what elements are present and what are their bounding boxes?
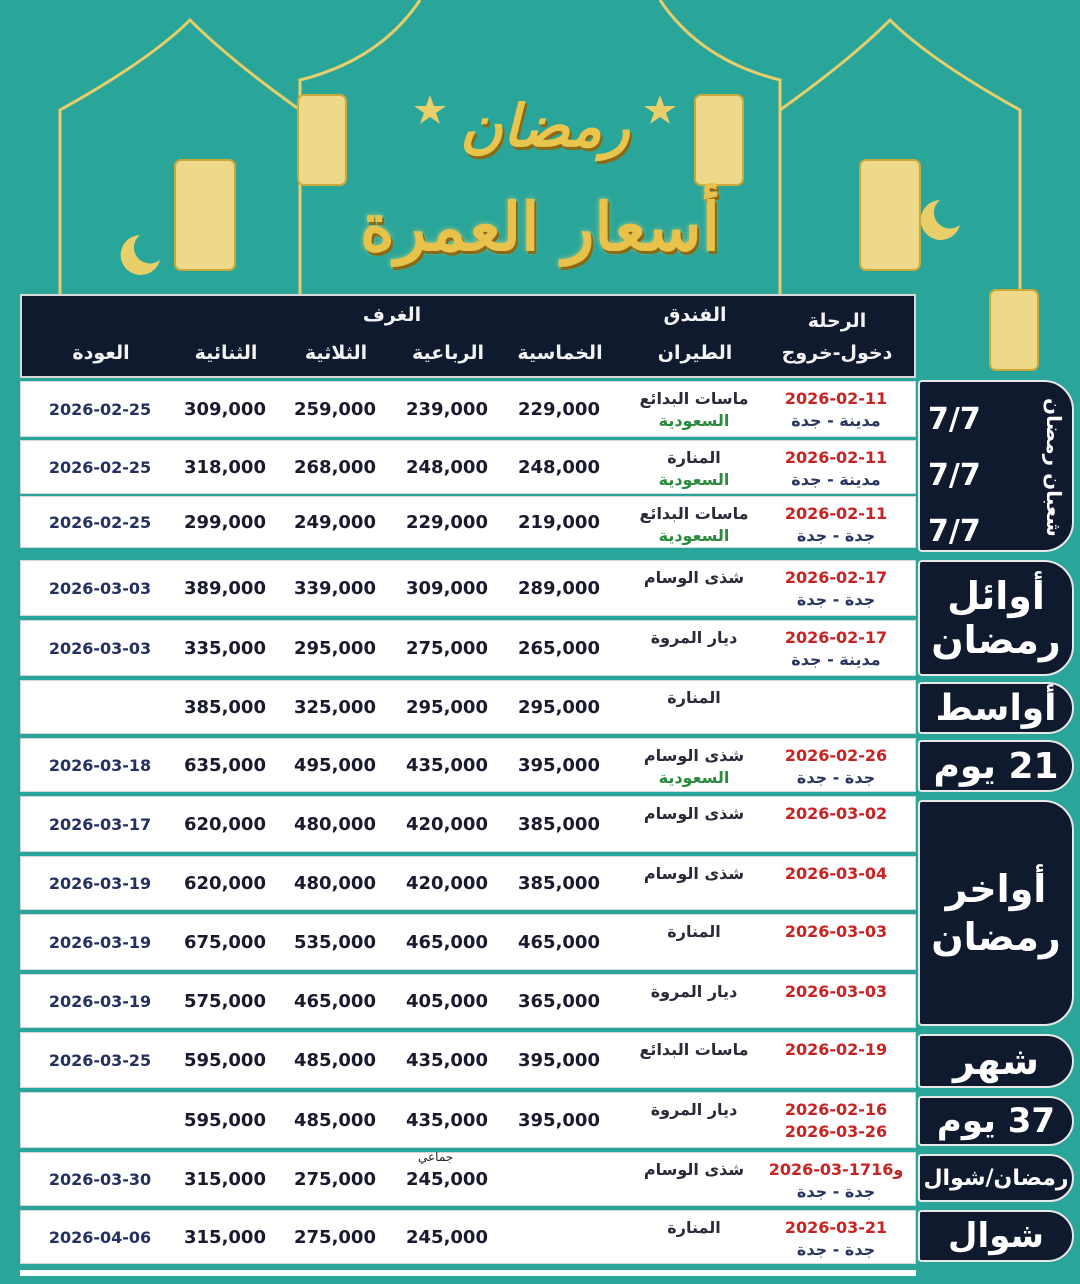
- price-quint: 219,000: [518, 511, 600, 533]
- hotel-cell: [619, 441, 769, 493]
- header-quad: الرباعية: [412, 342, 484, 364]
- price-triple: 295,000: [294, 637, 376, 659]
- header-rooms: الغرف: [362, 304, 422, 326]
- header-airline: الطيران: [657, 342, 733, 364]
- moon-icon-2: [921, 200, 960, 240]
- trip-cell: [761, 797, 911, 851]
- table-bottom-border: [20, 1270, 916, 1276]
- trip-cell: [761, 497, 911, 547]
- price-quint: 295,000: [518, 696, 600, 718]
- tag-awail-ramadan: أوائل رمضان: [918, 560, 1074, 676]
- hotel-cell: [619, 797, 769, 851]
- table-row: [20, 560, 916, 616]
- hotel-cell: [619, 621, 769, 675]
- hotel-name: المنارة: [667, 448, 721, 467]
- tag-shaban-label: شعبان رمضان: [1042, 398, 1066, 537]
- route: مدينة - جدة: [791, 650, 881, 669]
- table-row: [20, 1032, 916, 1088]
- hotel-cell: [619, 681, 769, 733]
- table-row: [20, 620, 916, 676]
- trip-cell: [761, 1033, 911, 1087]
- hotel-cell: [619, 975, 769, 1027]
- airline-name: السعودية: [658, 411, 730, 430]
- price-double: 299,000: [184, 511, 266, 533]
- route: جدة - جدة: [796, 526, 876, 545]
- tag-month: شهر: [918, 1034, 1074, 1088]
- hotel-cell: [619, 561, 769, 615]
- departure-date: 2026-03-03: [784, 922, 888, 941]
- price-double: 309,000: [184, 398, 266, 420]
- tag-shawwal: شوال: [918, 1210, 1074, 1262]
- table-row: [20, 856, 916, 910]
- table-row: [20, 914, 916, 970]
- table-row: [20, 738, 916, 792]
- price-quad: 245,000: [406, 1168, 488, 1190]
- hotel-name: المنارة: [667, 1218, 721, 1237]
- return-date: 2026-03-03: [48, 578, 152, 598]
- airline-name: السعودية: [658, 470, 730, 489]
- price-triple: 495,000: [294, 754, 376, 776]
- trip-cell: [761, 739, 911, 791]
- route: مدينة - جدة: [791, 470, 881, 489]
- trip-cell: [761, 915, 911, 969]
- hotel-cell: [619, 1093, 769, 1147]
- tag-awakhir-ramadan: أواخر رمضان: [918, 800, 1074, 1026]
- table-row: [20, 1092, 916, 1148]
- price-quad: 405,000: [406, 990, 488, 1012]
- tag-7-7-a: 7/7: [928, 402, 981, 437]
- price-quint: [503, 1211, 615, 1263]
- price-triple: 275,000: [294, 1226, 376, 1248]
- price-triple: 480,000: [294, 872, 376, 894]
- return-date: [25, 681, 175, 733]
- price-quad: 309,000: [406, 577, 488, 599]
- moon-icon-1: [121, 235, 160, 275]
- price-triple: 259,000: [294, 398, 376, 420]
- return-date: 2026-03-19: [48, 991, 152, 1011]
- price-quint: 465,000: [518, 931, 600, 953]
- departure-date: 2026-02-17: [784, 628, 888, 647]
- trip-cell: [761, 1093, 911, 1147]
- group-note: جماعي: [418, 1150, 454, 1164]
- price-quint: 289,000: [518, 577, 600, 599]
- header-hotel: الفندق: [663, 304, 727, 326]
- return-date: [25, 1093, 175, 1147]
- price-quad: 239,000: [406, 398, 488, 420]
- price-double: 389,000: [184, 577, 266, 599]
- price-quad: 435,000: [406, 1049, 488, 1071]
- price-triple: 480,000: [294, 813, 376, 835]
- price-double: 620,000: [184, 872, 266, 894]
- hotel-cell: [619, 1211, 769, 1263]
- price-quint: 395,000: [518, 754, 600, 776]
- price-quad: 275,000: [406, 637, 488, 659]
- price-quint: 229,000: [518, 398, 600, 420]
- lantern-2: [298, 95, 346, 185]
- hotel-cell: [619, 1153, 769, 1205]
- hotel-name: ديار المروة: [650, 1100, 738, 1119]
- price-quint: 365,000: [518, 990, 600, 1012]
- table-row: [20, 1152, 916, 1206]
- tag-21-days: 21 يوم: [918, 740, 1074, 792]
- hotel-name: شذى الوسام: [643, 746, 745, 765]
- route: 2026-03-26: [784, 1122, 888, 1141]
- hotel-cell: [619, 497, 769, 547]
- header-inout: دخول-خروج: [781, 342, 893, 364]
- departure-date: 2026-03-03: [784, 982, 888, 1001]
- route: مدينة - جدة: [791, 411, 881, 430]
- table-row: [20, 381, 916, 437]
- lantern-4: [860, 160, 920, 270]
- price-triple: 249,000: [294, 511, 376, 533]
- return-date: 2026-03-30: [48, 1169, 152, 1189]
- airline-name: السعودية: [658, 526, 730, 545]
- tag-shaban-ramadan: [918, 380, 1074, 552]
- price-quad: 295,000: [406, 696, 488, 718]
- price-quint: [503, 1153, 615, 1205]
- tag-ramadan-shawwal: رمضان/شوال: [918, 1154, 1074, 1202]
- price-quad: 248,000: [406, 456, 488, 478]
- price-triple: 339,000: [294, 577, 376, 599]
- table-row: [20, 496, 916, 548]
- page-title: أسعار العمرة: [360, 188, 720, 266]
- ramadan-calligraphy: رمضان: [460, 92, 630, 160]
- price-double: 315,000: [184, 1226, 266, 1248]
- return-date: 2026-03-18: [48, 755, 152, 775]
- table-row: [20, 974, 916, 1028]
- trip-cell: [761, 561, 911, 615]
- route: جدة - جدة: [796, 768, 876, 787]
- price-triple: 268,000: [294, 456, 376, 478]
- departure-date: 2026-02-19: [784, 1040, 888, 1059]
- return-date: 2026-03-19: [48, 873, 152, 893]
- table-row: [20, 1210, 916, 1264]
- price-triple: 465,000: [294, 990, 376, 1012]
- price-quad: 420,000: [406, 872, 488, 894]
- route: جدة - جدة: [796, 1240, 876, 1259]
- table-row: [20, 680, 916, 734]
- tag-7-7-c: 7/7: [928, 514, 981, 549]
- price-triple: 325,000: [294, 696, 376, 718]
- price-quad: 435,000: [406, 1109, 488, 1131]
- departure-date: 2026-02-11: [784, 389, 888, 408]
- header-triple: الثلاثية: [304, 342, 368, 364]
- lantern-5: [990, 290, 1038, 370]
- departure-date: 2026-02-16: [784, 1100, 888, 1119]
- return-date: 2026-03-03: [48, 638, 152, 658]
- tag-7-7-b: 7/7: [928, 458, 981, 493]
- departure-date: 2026-02-11: [784, 504, 888, 523]
- price-triple: 275,000: [294, 1168, 376, 1190]
- hotel-cell: [619, 915, 769, 969]
- hotel-name: المنارة: [667, 922, 721, 941]
- trip-cell: [761, 681, 911, 733]
- price-double: 385,000: [184, 696, 266, 718]
- header-quint: الخماسية: [517, 342, 603, 364]
- departure-date: 2026-02-11: [784, 448, 888, 467]
- header-trip: الرحلة: [807, 310, 867, 332]
- departure-date: 2026-03-21: [784, 1218, 888, 1237]
- hotel-cell: [619, 739, 769, 791]
- tag-awasit: أواسط: [918, 682, 1074, 734]
- hotel-name: شذى الوسام: [643, 864, 745, 883]
- hotel-name: شذى الوسام: [643, 568, 745, 587]
- hotel-cell: [619, 382, 769, 436]
- price-quint: 385,000: [518, 813, 600, 835]
- hotel-name: ديار المروة: [650, 982, 738, 1001]
- return-date: 2026-03-25: [48, 1050, 152, 1070]
- trip-cell: [761, 1211, 911, 1263]
- return-date: 2026-02-25: [48, 512, 152, 532]
- price-quint: 265,000: [518, 637, 600, 659]
- tag-37-days: 37 يوم: [918, 1096, 1074, 1146]
- hotel-name: ديار المروة: [650, 628, 738, 647]
- price-triple: 485,000: [294, 1049, 376, 1071]
- table-row: [20, 796, 916, 852]
- price-double: 575,000: [184, 990, 266, 1012]
- hotel-name: شذى الوسام: [643, 1160, 745, 1179]
- lantern-3: [695, 95, 743, 185]
- departure-date: 2026-03-02: [784, 804, 888, 823]
- route: جدة - جدة: [796, 590, 876, 609]
- price-quad: 229,000: [406, 511, 488, 533]
- price-double: 595,000: [184, 1109, 266, 1131]
- price-quint: 395,000: [518, 1049, 600, 1071]
- departure-date: 2026-02-17: [784, 568, 888, 587]
- departure-date: 2026-03-04: [784, 864, 888, 883]
- return-date: 2026-02-25: [48, 399, 152, 419]
- price-quad: 465,000: [406, 931, 488, 953]
- trip-cell: [761, 621, 911, 675]
- price-triple: 485,000: [294, 1109, 376, 1131]
- departure-date: 2026-02-26: [784, 746, 888, 765]
- price-double: 335,000: [184, 637, 266, 659]
- hotel-name: ماسات البدائع: [639, 1040, 749, 1059]
- price-quad: 420,000: [406, 813, 488, 835]
- trip-cell: [761, 975, 911, 1027]
- price-double: 620,000: [184, 813, 266, 835]
- hotel-name: ماسات البدائع: [639, 504, 749, 523]
- hotel-name: المنارة: [667, 688, 721, 707]
- header-double: الثنائية: [194, 342, 258, 364]
- hotel-name: شذى الوسام: [643, 804, 745, 823]
- lantern-1: [175, 160, 235, 270]
- price-quad: 435,000: [406, 754, 488, 776]
- price-triple: 535,000: [294, 931, 376, 953]
- trip-cell: [761, 1153, 911, 1205]
- hotel-name: ماسات البدائع: [639, 389, 749, 408]
- price-double: 595,000: [184, 1049, 266, 1071]
- route: جدة - جدة: [796, 1182, 876, 1201]
- departure-date: 2026-03-17و16: [768, 1160, 904, 1179]
- header-return: العودة: [72, 342, 130, 364]
- return-date: 2026-02-25: [48, 457, 152, 477]
- return-date: 2026-03-19: [48, 932, 152, 952]
- price-quint: 385,000: [518, 872, 600, 894]
- trip-cell: [761, 857, 911, 909]
- price-double: 318,000: [184, 456, 266, 478]
- return-date: 2026-03-17: [48, 814, 152, 834]
- price-quint: 395,000: [518, 1109, 600, 1131]
- price-quint: 248,000: [518, 456, 600, 478]
- price-double: 635,000: [184, 754, 266, 776]
- hotel-cell: [619, 857, 769, 909]
- table-row: [20, 440, 916, 494]
- price-double: 315,000: [184, 1168, 266, 1190]
- price-quad: 245,000: [406, 1226, 488, 1248]
- table-header: [20, 294, 916, 378]
- price-double: 675,000: [184, 931, 266, 953]
- return-date: 2026-04-06: [48, 1227, 152, 1247]
- trip-cell: [761, 441, 911, 493]
- airline-name: السعودية: [658, 768, 730, 787]
- hotel-cell: [619, 1033, 769, 1087]
- trip-cell: [761, 382, 911, 436]
